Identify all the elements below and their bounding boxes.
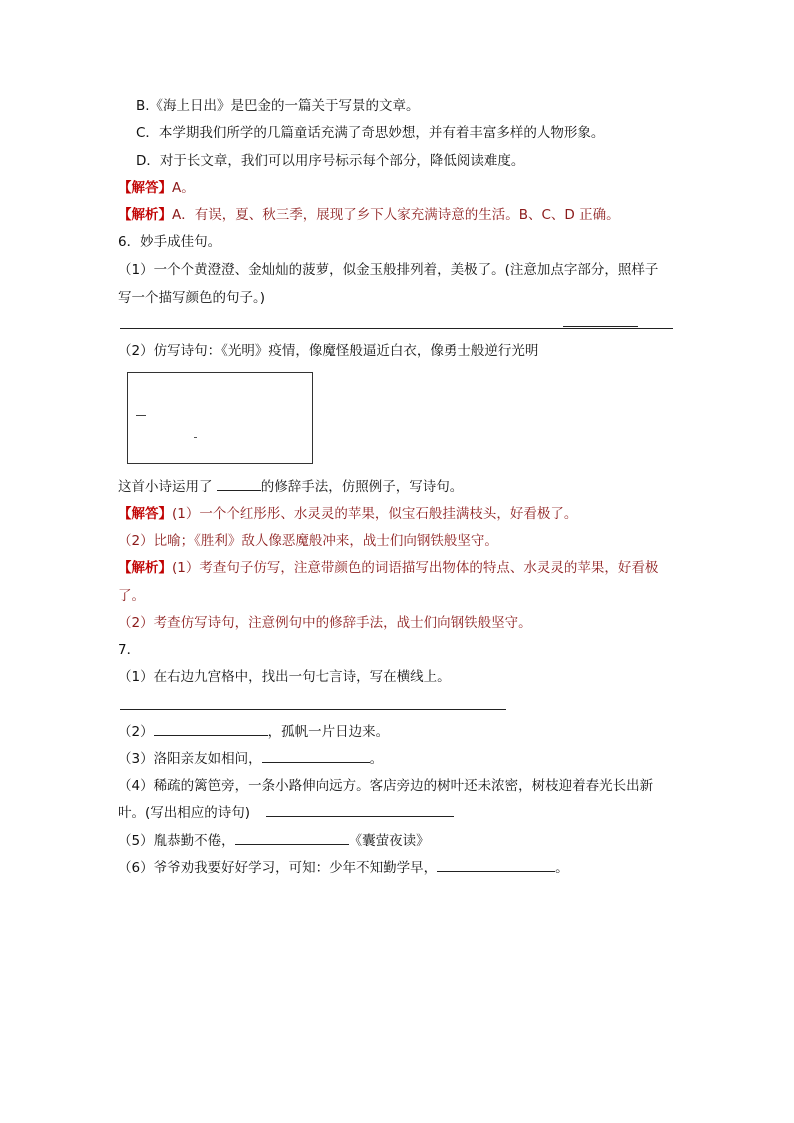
q6-analysis-1-cont: 了。 [118, 588, 145, 604]
answer-tag: 【解答】 [118, 180, 172, 196]
q6-part3-text-before: 这首小诗运用了 [118, 479, 217, 495]
q5-answer [118, 179, 195, 197]
answer-text: (1）一个个红彤彤、水灵灵的苹果，似宝石般挂满枝头，好看极了。 [172, 506, 578, 522]
q6-part1-line2: 写一个描写颜色的句子。) [118, 290, 266, 306]
answer-text: A。 [172, 180, 195, 196]
q7-part6-text-after: 。 [555, 860, 569, 876]
q7-part1: （1）在右边九宫格中，找出一句七言诗，写在横线上。 [118, 669, 451, 685]
q7-part3-blank[interactable] [262, 750, 370, 763]
option-c: C．本学期我们所学的几篇童话充满了奇思妙想，并有着丰富多样的人物形象。 [136, 125, 605, 141]
q6-part2: （2）仿写诗句：《光明》疫情，像魔怪般逼近白衣，像勇士般逆行光明 [118, 343, 539, 359]
q7-part3-text-before: （3）洛阳亲友如相问， [118, 751, 262, 767]
q7-part6-text-before: （6）爷爷劝我要好好学习，可知：少年不知勤学早， [118, 860, 438, 876]
answer-tag: 【解答】 [118, 506, 172, 522]
q6-part1-answer-line-accent [563, 326, 638, 327]
q7-part2-text-before: （2） [118, 724, 154, 740]
analysis-tag: 【解析】 [118, 560, 172, 576]
q7-part1-answer-line[interactable] [120, 709, 506, 710]
q7-part2 [118, 723, 389, 741]
q7-part3-text-after: 。 [369, 751, 384, 767]
q7-part5-blank[interactable] [235, 832, 349, 845]
q7-title: 7． [118, 642, 141, 658]
analysis-text: (1）考查句子仿写，注意带颜色的词语描写出物体的特点、水灵灵的苹果，好看极 [172, 560, 659, 576]
q7-part3 [118, 750, 383, 768]
q7-part5-text-after: 《囊萤夜读》 [348, 833, 430, 849]
q7-part4-blank[interactable] [266, 804, 454, 817]
q6-analysis-1 [118, 559, 658, 577]
q7-part5 [118, 832, 430, 850]
q6-answer-1 [118, 505, 577, 523]
q7-part4-line1: （4）稀疏的篱笆旁，一条小路伸向远方。客店旁边的树叶还未浓密，树枝迎着春光长出新 [118, 778, 654, 794]
box-mark [194, 437, 197, 438]
option-d: D．对于长文章，我们可以用序号标示每个部分，降低阅读难度。 [136, 153, 525, 169]
q6-part3-text-after: 的修辞手法，仿照例子，写诗句。 [260, 479, 464, 495]
q6-analysis-2: （2）考查仿写诗句，注意例句中的修辞手法，战士们向钢铁般坚守。 [118, 615, 532, 631]
q6-part3 [118, 478, 463, 496]
q6-answer-2: （2）比喻；《胜利》敌人像恶魔般冲来，战士们向钢铁般坚守。 [118, 533, 498, 549]
q7-part2-text-after: ，孤帆一片日边来。 [267, 724, 390, 740]
q7-part5-text-before: （5）胤恭勤不倦， [118, 833, 235, 849]
q6-part1-line1: （1）一个个黄澄澄、金灿灿的菠萝，似金玉般排列着，美极了。(注意加点字部分，照样子 [118, 262, 659, 278]
q7-part4-line2 [118, 804, 454, 822]
q7-part6-blank[interactable] [437, 859, 555, 872]
analysis-text: A．有误，夏、秋三季，展现了乡下人家充满诗意的生活。B、C、D 正确。 [172, 207, 620, 223]
option-b: B.《海上日出》是巴金的一篇关于写景的文章。 [136, 98, 420, 114]
q7-part2-blank[interactable] [154, 723, 268, 736]
q6-part3-blank[interactable] [217, 478, 261, 491]
analysis-tag: 【解析】 [118, 207, 172, 223]
box-mark [136, 415, 146, 416]
q7-part4-text: 叶。(写出相应的诗句) [118, 805, 251, 821]
q6-poem-box [127, 372, 313, 464]
q5-analysis [118, 206, 620, 224]
q7-part6 [118, 859, 569, 877]
q6-title: 6．妙手成佳句。 [118, 234, 222, 250]
q6-part1-answer-line[interactable] [120, 328, 673, 329]
